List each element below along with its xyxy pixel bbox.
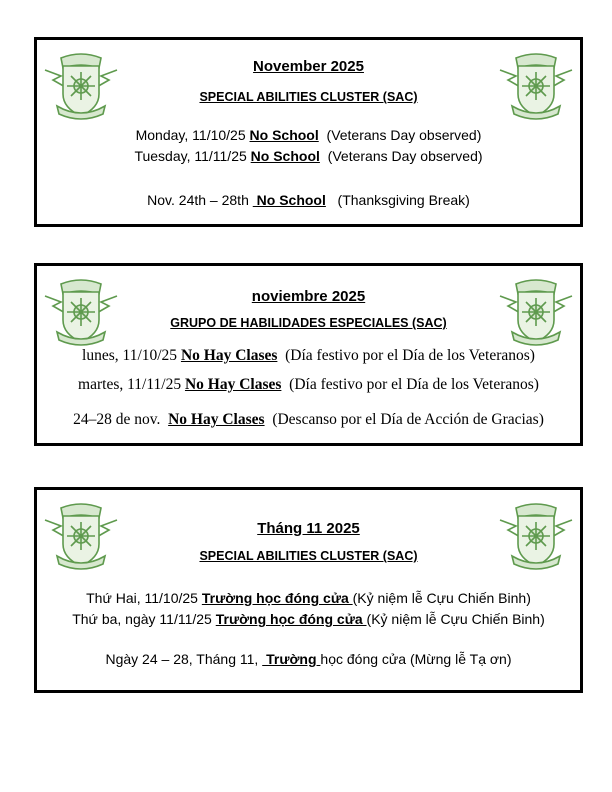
row-date: Ngày 24 – 28, Tháng 11, — [105, 651, 263, 667]
row-reason: (Día festivo por el Día de los Veteranos) — [277, 347, 535, 364]
row-date: Thứ ba, ngày 11/11/25 — [72, 611, 216, 627]
row-status: No School — [249, 127, 319, 143]
english-subtitle: SPECIAL ABILITIES CLUSTER (SAC) — [199, 90, 418, 104]
row-status: Trường học đóng cửa — [201, 590, 353, 606]
row-status: No School — [250, 148, 320, 164]
row-status: Trường học đóng cửa — [215, 611, 367, 627]
spanish-row-2 — [37, 376, 580, 394]
spanish-row-3 — [37, 411, 580, 429]
row-status: No Hay Clases — [184, 376, 282, 393]
vietnamese-notice-box — [34, 487, 583, 693]
row-status: No Hay Clases — [168, 411, 265, 428]
spanish-row-1 — [37, 347, 580, 365]
row-reason: (Veterans Day observed) — [318, 127, 482, 143]
row-status: No Hay Clases — [180, 347, 278, 364]
spanish-subtitle: GRUPO DE HABILIDADES ESPECIALES (SAC) — [170, 316, 447, 330]
english-row-1 — [37, 127, 580, 143]
english-row-3 — [37, 192, 580, 208]
vietnamese-subtitle: SPECIAL ABILITIES CLUSTER (SAC) — [199, 549, 418, 563]
row-reason: (Thanksgiving Break) — [325, 192, 470, 208]
spanish-title: noviembre 2025 — [251, 288, 366, 305]
english-row-2 — [37, 148, 580, 164]
row-reason: (Veterans Day observed) — [319, 148, 483, 164]
edison-chargers-logo — [43, 276, 119, 348]
vietnamese-row-1 — [37, 590, 580, 606]
row-reason: học đóng cửa (Mừng lễ Tạ ơn) — [320, 651, 512, 667]
row-date: martes, 11/11/25 — [78, 376, 185, 393]
row-status: Trường — [262, 651, 321, 667]
row-reason: (Día festivo por el Día de los Veteranos) — [281, 376, 539, 393]
row-date: Thứ Hai, 11/10/25 — [86, 590, 202, 606]
row-date: lunes, 11/10/25 — [82, 347, 181, 364]
row-date: Tuesday, 11/11/25 — [134, 148, 251, 164]
vietnamese-row-3 — [37, 651, 580, 667]
row-reason: (Descanso por el Día de Acción de Gracias) — [264, 411, 544, 428]
spanish-notice-box — [34, 263, 583, 446]
row-date: 24–28 de nov. — [73, 411, 169, 428]
row-date: Nov. 24th – 28th — [147, 192, 253, 208]
edison-chargers-logo — [498, 276, 574, 348]
vietnamese-title: Tháng 11 2025 — [257, 520, 360, 537]
row-status: No School — [252, 192, 326, 208]
row-reason: (Kỷ niệm lễ Cựu Chiến Binh) — [366, 611, 545, 627]
row-date: Monday, 11/10/25 — [135, 127, 250, 143]
row-reason: (Kỷ niệm lễ Cựu Chiến Binh) — [352, 590, 531, 606]
english-notice-box — [34, 37, 583, 227]
vietnamese-row-2 — [37, 611, 580, 627]
english-title: November 2025 — [253, 58, 364, 75]
